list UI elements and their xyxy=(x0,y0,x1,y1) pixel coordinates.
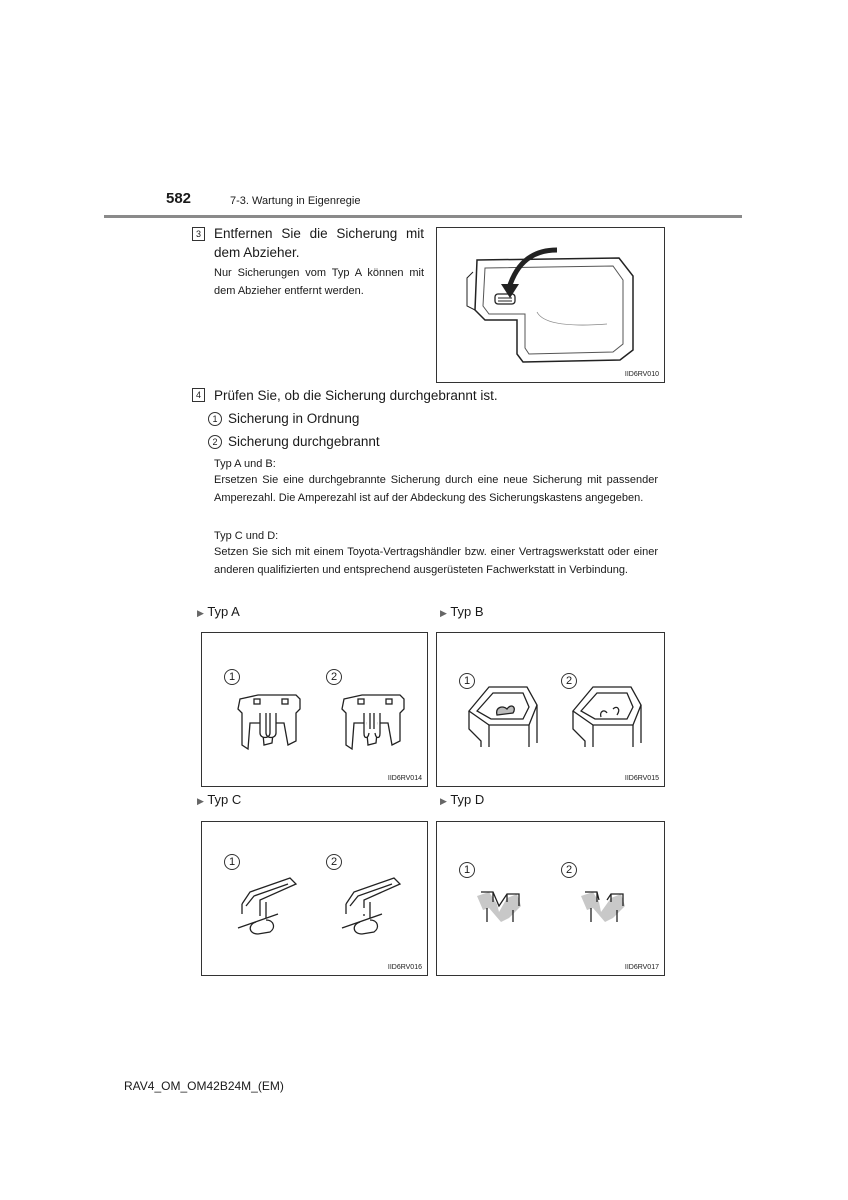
fuse-typ-c-illustration xyxy=(202,822,427,975)
marker-1: 1 xyxy=(224,854,240,870)
fuse-typ-a-illustration xyxy=(202,633,427,786)
fuse-typ-b-figure xyxy=(436,632,665,787)
step-3-note: Nur Sicherungen vom Typ A können mit dem Abzieher entfernt werden. xyxy=(214,267,424,297)
item-label: Sicherung durchgebrannt xyxy=(228,434,380,449)
figure-code: IID6RV017 xyxy=(624,964,659,971)
typ-ab-heading: Typ A und B: xyxy=(214,458,276,470)
triangle-icon: ▶ xyxy=(197,796,204,806)
fuse-box-figure xyxy=(436,227,665,383)
figure-label-typ-b: ▶ Typ B xyxy=(440,604,484,619)
footer-code: RAV4_OM_OM42B24M_(EM) xyxy=(124,1079,284,1093)
item-number: 2 xyxy=(208,435,222,449)
triangle-icon: ▶ xyxy=(197,608,204,618)
step-3-number: 3 xyxy=(192,227,205,241)
marker-2: 2 xyxy=(561,673,577,689)
fuse-typ-b-illustration xyxy=(437,633,664,786)
fuse-typ-a-figure xyxy=(201,632,428,787)
fuse-typ-c-figure xyxy=(201,821,428,976)
figure-label-typ-a: ▶ Typ A xyxy=(197,604,240,619)
typ-ab-text: Ersetzen Sie eine durchgebrannte Sicherung durch eine neue Sicherung mit passender Amperezahl. Die Amperezahl ist auf der Abdeckung des Sicherungskastens angegeben. xyxy=(214,474,658,504)
list-item xyxy=(208,409,359,428)
marker-2: 2 xyxy=(326,669,342,685)
marker-1: 1 xyxy=(224,669,240,685)
triangle-icon: ▶ xyxy=(440,796,447,806)
fuse-typ-d-illustration xyxy=(437,822,664,975)
fuse-typ-d-figure xyxy=(436,821,665,976)
step-4-title: Prüfen Sie, ob die Sicherung durchgebrannt ist. xyxy=(214,388,498,403)
typ-cd-text: Setzen Sie sich mit einem Toyota-Vertragshändler bzw. einer Vertragswerkstatt oder einer anderen qualifizierten und entsprechend ausgerüsteten Fachwerkstatt in Verbindung. xyxy=(214,546,658,576)
step-3-title: Entfernen Sie die Sicherung mit dem Abzieher. xyxy=(214,226,424,260)
typ-cd-heading: Typ C und D: xyxy=(214,530,279,542)
figure-code: IID6RV016 xyxy=(387,964,422,971)
marker-2: 2 xyxy=(561,862,577,878)
figure-label-typ-d: ▶ Typ D xyxy=(440,792,485,807)
step-4-number: 4 xyxy=(192,388,205,402)
page-number: 582 xyxy=(166,190,192,207)
header-rule xyxy=(104,215,742,218)
figure-code: IID6RV014 xyxy=(387,775,422,782)
figure-code: IID6RV010 xyxy=(624,371,659,378)
figure-label-typ-c: ▶ Typ C xyxy=(197,792,242,807)
triangle-icon: ▶ xyxy=(440,608,447,618)
list-item xyxy=(208,432,380,451)
marker-2: 2 xyxy=(326,854,342,870)
section-title: 7-3. Wartung in Eigenregie xyxy=(230,195,361,207)
marker-1: 1 xyxy=(459,862,475,878)
marker-1: 1 xyxy=(459,673,475,689)
item-label: Sicherung in Ordnung xyxy=(228,411,360,426)
fuse-box-illustration xyxy=(437,228,664,382)
figure-code: IID6RV015 xyxy=(624,775,659,782)
item-number: 1 xyxy=(208,412,222,426)
